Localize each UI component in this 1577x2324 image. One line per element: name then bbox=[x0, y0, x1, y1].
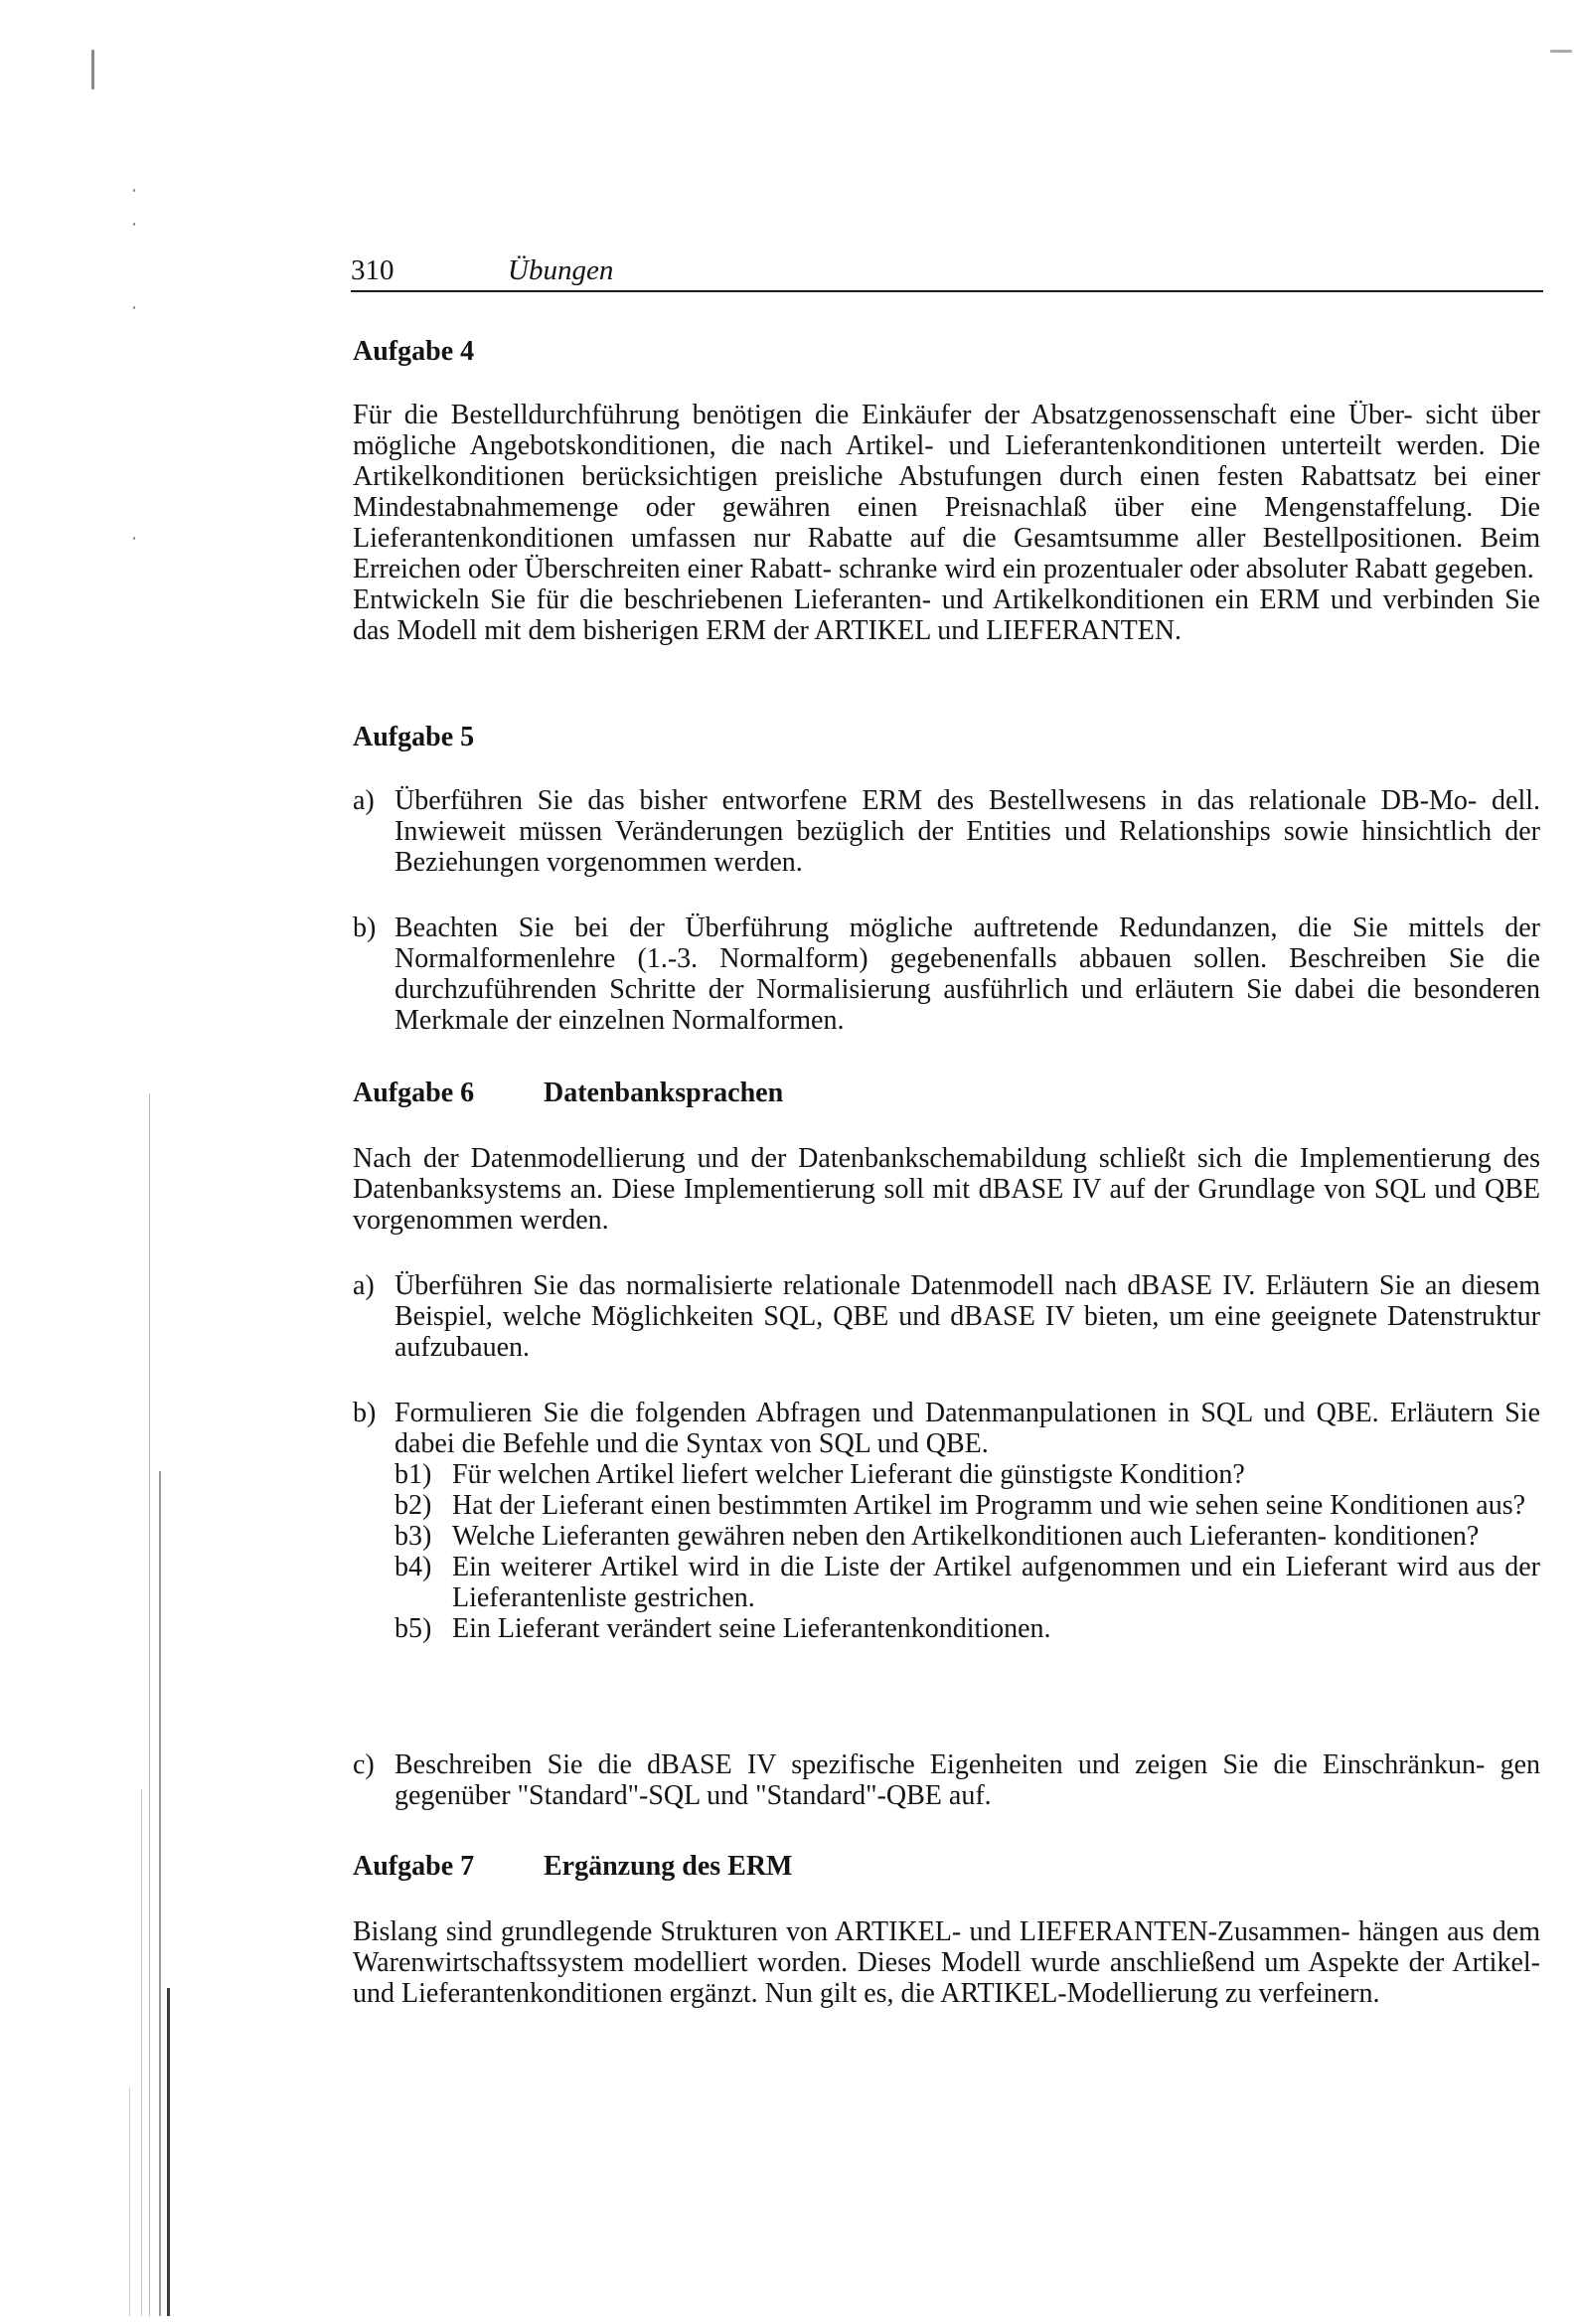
aufgabe-4-text bbox=[353, 400, 1540, 646]
text-line: Erläutern Sie dabei die Befehle und die Syntax von SQL und QBE. bbox=[394, 1398, 1540, 1459]
sub-item-label: b1) bbox=[394, 1459, 432, 1490]
text-line: unterteilt werden. Die Artikelkonditionen berücksichtigen preisliche Abstufungen durch bbox=[353, 430, 1541, 492]
sub-item-text bbox=[452, 1552, 1540, 1613]
aufgabe-4-heading-label: Aufgabe 4 bbox=[353, 336, 475, 367]
text-line: Überführen Sie das normalisierte relationale Datenmodell nach dBASE IV. Erläutern Sie bbox=[394, 1270, 1415, 1301]
scan-speck bbox=[133, 537, 135, 540]
item-label: b) bbox=[353, 1398, 377, 1428]
text-line: Konditionen aus? bbox=[1330, 1490, 1526, 1521]
item-label: a) bbox=[353, 785, 375, 816]
text-line: ARTIKEL-Modellierung zu verfeinern. bbox=[940, 1978, 1380, 2009]
sub-item-b2 bbox=[394, 1490, 1540, 1521]
sub-item-b4 bbox=[394, 1552, 1540, 1613]
text-line: Für die Bestelldurchführung benötigen die Einkäufer der Absatzgenossenschaft eine Über- bbox=[353, 400, 1413, 430]
scan-speck bbox=[133, 189, 135, 192]
scan-speck bbox=[133, 306, 135, 309]
text-line: Nach der Datenmodellierung und der Datenbankschemabildung schließt sich die bbox=[353, 1143, 1289, 1174]
item-text bbox=[394, 913, 1540, 1036]
text-line: Ein weiterer Artikel wird in die Liste der Artikel aufgenommen und ein Lieferant bbox=[452, 1552, 1388, 1582]
aufgabe-6-item-c bbox=[353, 1749, 1540, 1811]
aufgabe-6-heading-label: Aufgabe 6 bbox=[353, 1078, 475, 1108]
item-text bbox=[394, 1749, 1540, 1811]
page-number: 310 bbox=[351, 254, 394, 286]
item-label: b) bbox=[353, 913, 377, 943]
text-line: Formulieren Sie die folgenden Abfragen und Datenmanpulationen in SQL und QBE. bbox=[394, 1398, 1379, 1428]
text-line: dell. Inwieweit müssen Veränderungen bezüglich der Entities und Relationships sowie bbox=[394, 785, 1541, 847]
item-label: a) bbox=[353, 1270, 375, 1301]
text-line: der Grundlage von SQL und QBE vorgenommen werden. bbox=[353, 1174, 1540, 1236]
text-line: gen gegenüber "Standard"-SQL und "Standard"-QBE auf. bbox=[394, 1749, 1540, 1811]
item-text bbox=[394, 785, 1540, 878]
text-line: Bislang sind grundlegende Strukturen von ARTIKEL- und LIEFERANTEN-Zusammen- bbox=[353, 1916, 1350, 1947]
sub-item-text bbox=[452, 1521, 1540, 1552]
text-line: Normalformenlehre (1.-3. Normalform) gegebenenfalls abbauen sollen. Beschreiben Sie bbox=[394, 943, 1485, 974]
aufgabe-6-heading bbox=[353, 1078, 1540, 1109]
scan-binding-marks bbox=[119, 1093, 174, 2316]
sub-item-label: b2) bbox=[394, 1490, 432, 1521]
text-line: Hat der Lieferant einen bestimmten Artikel im Programm und wie sehen seine bbox=[452, 1490, 1324, 1521]
text-line: Beschreiben Sie die dBASE IV spezifische Eigenheiten und zeigen Sie die Einschränkun- bbox=[394, 1749, 1486, 1780]
item-text bbox=[394, 1270, 1540, 1363]
text-line: an diesem Beispiel, welche Möglichkeiten SQL, QBE und dBASE IV bieten, um eine bbox=[394, 1270, 1540, 1332]
aufgabe-5-heading bbox=[353, 722, 1540, 753]
aufgabe-7-heading-label: Aufgabe 7 bbox=[353, 1851, 475, 1882]
text-line: anschließend um Aspekte der Artikel- und Lieferantenkonditionen ergänzt. Nun gilt es, die bbox=[353, 1947, 1540, 2009]
scan-speck bbox=[1550, 50, 1572, 53]
aufgabe-5-heading-label: Aufgabe 5 bbox=[353, 722, 475, 752]
item-text bbox=[394, 1398, 1540, 1644]
text-line: sicht über mögliche Angebotskonditionen, die nach Artikel- und Lieferantenkonditionen bbox=[353, 400, 1540, 461]
sub-item-text bbox=[452, 1613, 1540, 1644]
scan-speck bbox=[91, 50, 94, 89]
sub-item-text bbox=[452, 1490, 1540, 1521]
page-header bbox=[351, 254, 1543, 292]
sub-item-b1 bbox=[394, 1459, 1540, 1490]
aufgabe-7-heading-title: Ergänzung des ERM bbox=[544, 1851, 793, 1882]
sub-item-b3 bbox=[394, 1521, 1540, 1552]
scan-speck bbox=[133, 223, 135, 226]
text-line: über eine Mengenstaffelung. Die Lieferantenkonditionen umfassen nur Rabatte auf die bbox=[353, 492, 1540, 554]
text-line: Gesamtsumme aller Bestellpositionen. Beim Erreichen oder Überschreiten einer Rabatt- bbox=[353, 523, 1541, 584]
aufgabe-4-heading bbox=[353, 336, 1540, 368]
text-line: Welche Lieferanten gewähren neben den Artikelkonditionen auch Lieferanten- bbox=[452, 1521, 1328, 1552]
text-line: geeignete Datenstruktur aufzubauen. bbox=[394, 1301, 1541, 1363]
text-line: verbinden Sie das Modell mit dem bisherigen ERM der ARTIKEL und LIEFERANTEN. bbox=[353, 584, 1540, 646]
text-line: hängen aus dem Warenwirtschaftssystem modelliert worden. Dieses Modell wurde bbox=[353, 1916, 1540, 1978]
text-line: Für welchen Artikel liefert welcher Lieferant die günstigste Kondition? bbox=[452, 1459, 1245, 1490]
text-line: schranke wird ein prozentualer oder absoluter Rabatt gegeben. bbox=[838, 554, 1534, 584]
text-line: Implementierung des Datenbanksystems an. Diese Implementierung soll mit dBASE IV auf bbox=[353, 1143, 1540, 1205]
text-line: besonderen Merkmale der einzelnen Normalformen. bbox=[394, 974, 1540, 1036]
text-line: Entwickeln Sie für die beschriebenen Lieferanten- und Artikelkonditionen ein ERM und bbox=[353, 584, 1372, 615]
sub-item-label: b3) bbox=[394, 1521, 432, 1552]
sub-item-text bbox=[452, 1459, 1540, 1490]
item-label: c) bbox=[353, 1749, 375, 1780]
sub-item-b5 bbox=[394, 1613, 1540, 1644]
aufgabe-5-item-b bbox=[353, 913, 1540, 1036]
aufgabe-6-heading-title: Datenbanksprachen bbox=[544, 1078, 784, 1108]
running-title: Übungen bbox=[508, 254, 614, 286]
text-line: wird aus der Lieferantenliste gestrichen. bbox=[452, 1552, 1541, 1613]
text-line: Ein Lieferant verändert seine Lieferantenkonditionen. bbox=[452, 1613, 1051, 1644]
aufgabe-6-item-a bbox=[353, 1270, 1540, 1363]
sub-item-label: b4) bbox=[394, 1552, 432, 1582]
text-line: hinsichtlich der Beziehungen vorgenommen werden. bbox=[394, 816, 1540, 878]
aufgabe-5-item-a bbox=[353, 785, 1540, 878]
aufgabe-7-heading bbox=[353, 1851, 1540, 1883]
text-line: Überführen Sie das bisher entworfene ERM des Bestellwesens in das relationale DB-Mo- bbox=[394, 785, 1478, 816]
aufgabe-7-text bbox=[353, 1916, 1540, 2009]
text-line: einen festen Rabattsatz bei einer Mindestabnahmemenge oder gewähren einen Preisnachlaß bbox=[353, 461, 1541, 523]
aufgabe-6-item-b bbox=[353, 1398, 1540, 1644]
aufgabe-6-intro bbox=[353, 1143, 1540, 1236]
text-line: Beachten Sie bei der Überführung mögliche auftretende Redundanzen, die Sie mittels der bbox=[394, 913, 1540, 943]
text-line: die durchzuführenden Schritte der Normalisierung ausführlich und erläutern Sie dabei die bbox=[394, 943, 1540, 1005]
text-line: konditionen? bbox=[1334, 1521, 1480, 1552]
sub-item-label: b5) bbox=[394, 1613, 432, 1644]
